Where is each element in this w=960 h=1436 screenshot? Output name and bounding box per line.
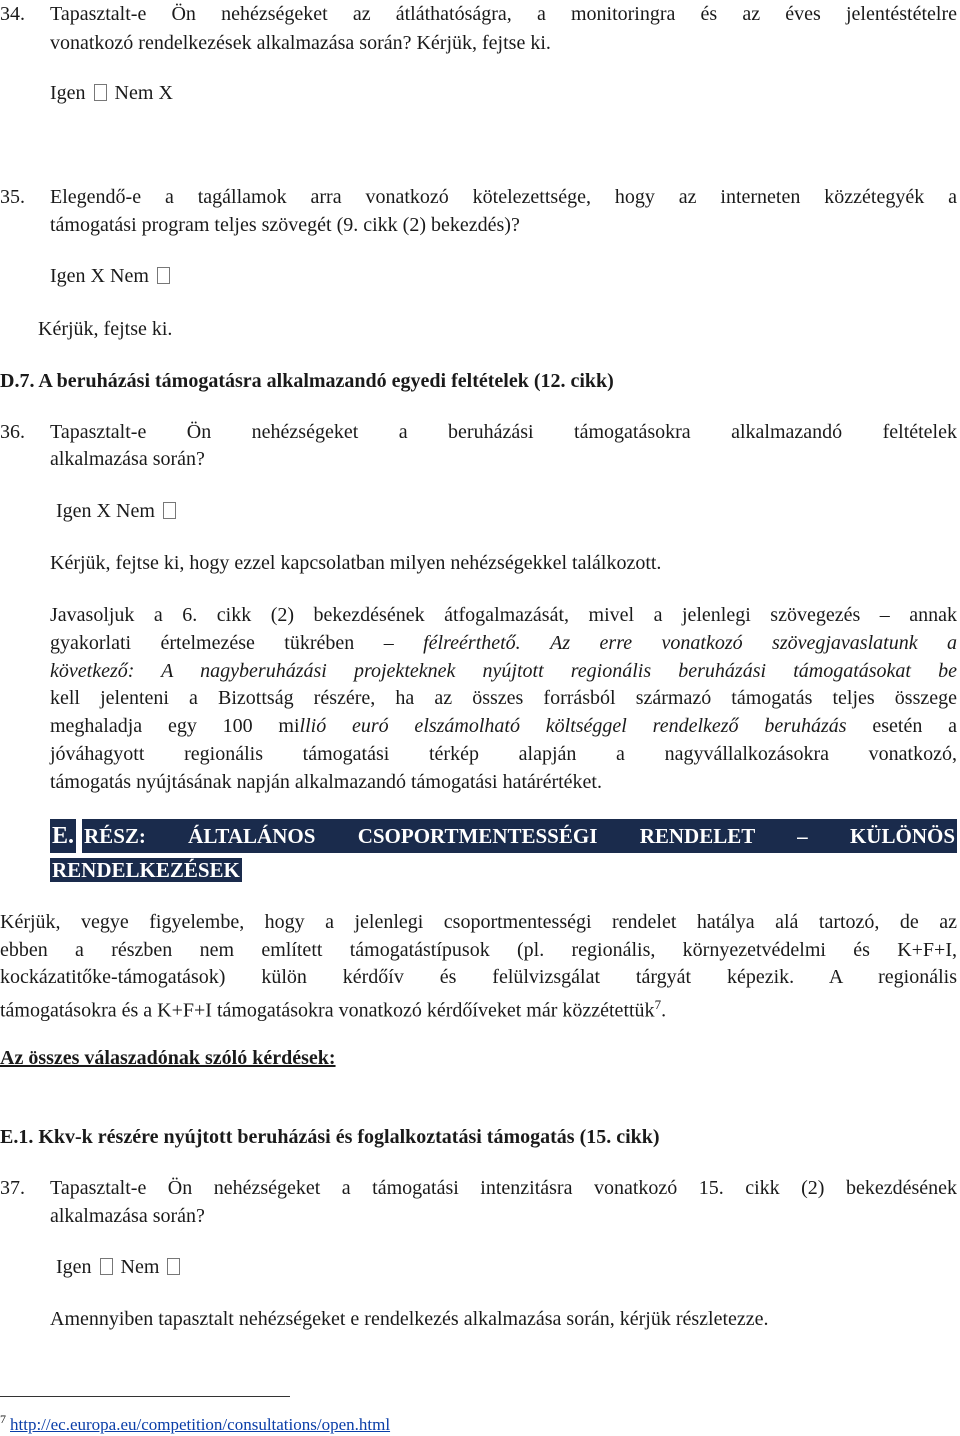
footnote xyxy=(0,1408,390,1436)
question-35-explain: Kérjük, fejtse ki. xyxy=(38,318,173,340)
question-34-answer xyxy=(50,80,173,106)
answer-line-2b: félreérthető. xyxy=(423,632,521,654)
question-37-explain: Amennyiben tapasztalt nehézségeket e rendelkezés alkalmazása során, kérjük részletezze. xyxy=(50,1308,769,1330)
footnote-number: 7 xyxy=(0,1412,6,1426)
section-d7-heading: D.7. A beruházási támogatásra alkalmazandó egyedi feltételek (12. cikk) xyxy=(0,370,614,392)
yes-mark[interactable]: X xyxy=(90,265,105,287)
section-e1-heading: E.1. Kkv-k részére nyújtott beruházási és foglalkoztatási támogatás (15. cikk) xyxy=(0,1126,660,1148)
yes-label: Igen xyxy=(50,82,86,104)
intro-line-1: Kérjük, vegye figyelembe, hogy a jelenlegi csoportmentességi rendelet hatálya alá tartozó, de az xyxy=(0,911,957,933)
no-checkbox[interactable] xyxy=(163,502,176,519)
all-respondents-heading: Az összes válaszadónak szóló kérdések: xyxy=(0,1047,336,1069)
answer-line-6: jóváhagyott regionális támogatási térkép alapján a nagyvállalkozásokra vonatkozó, xyxy=(50,743,957,765)
answer-line-2 xyxy=(50,630,957,656)
no-checkbox[interactable] xyxy=(167,1258,180,1275)
yes-checkbox[interactable] xyxy=(100,1258,113,1275)
question-35-text-line1: Elegendő-e a tagállamok arra vonatkozó kötelezettsége, hogy az interneten közzétegyék a xyxy=(50,186,957,208)
answer-line-3: következő: A nagyberuházási projekteknek nyújtott regionális beruházási támogatásokat be xyxy=(50,660,957,682)
question-36-explain: Kérjük, fejtse ki, hogy ezzel kapcsolatban milyen nehézségekkel találkozott. xyxy=(50,552,662,574)
no-mark[interactable]: X xyxy=(158,82,173,104)
yes-mark[interactable]: X xyxy=(96,500,111,522)
no-checkbox[interactable] xyxy=(157,267,170,284)
question-37-answer xyxy=(56,1254,183,1280)
intro-line-4-end: . xyxy=(661,999,667,1022)
intro-line-4-text: támogatásokra és a K+F+I támogatásokra vonatkozó kérdőíveket már közzétettük xyxy=(0,999,655,1022)
no-label: Nem xyxy=(110,265,149,287)
answer-line-5c: esetén a xyxy=(872,715,957,737)
question-34-text-line1: Tapasztalt-e Ön nehézségeket az átláthatóságra, a monitoringra és az éves jelentéstételre xyxy=(50,3,957,25)
question-number-37: 37. xyxy=(0,1177,25,1199)
answer-line-2c: Az erre vonatkozó szövegjavaslatunk a xyxy=(550,632,957,654)
question-34-text-line2: vonatkozó rendelkezések alkalmazása során? Kérjük, fejtse ki. xyxy=(50,32,551,54)
footnote-separator xyxy=(0,1396,290,1397)
intro-line-4 xyxy=(0,992,666,1024)
yes-label: Igen xyxy=(56,500,92,522)
footnote-ref[interactable]: 7 xyxy=(654,997,662,1012)
answer-line-5a: meghaladja egy 100 mi xyxy=(50,715,300,737)
no-label: Nem xyxy=(116,500,155,522)
question-37-text-line1: Tapasztalt-e Ön nehézségeket a támogatási intenzitásra vonatkozó 15. cikk (2) bekezdésének xyxy=(50,1177,957,1199)
intro-line-3: kockázatitőke-támogatások) külön kérdőív és felülvizsgálat tárgyát képezik. A regionális xyxy=(0,966,957,988)
answer-line-5b: llió euró elszámolható költséggel rendelkező beruházás xyxy=(299,715,847,737)
question-number-34: 34. xyxy=(0,3,25,25)
yes-checkbox[interactable] xyxy=(94,84,107,101)
question-36-text-line2: alkalmazása során? xyxy=(50,448,205,470)
section-e-title-line2: RENDELKEZÉSEK xyxy=(52,858,240,882)
answer-line-4: kell jelenteni a Bizottság részére, ha az összes forrásból származó támogatás teljes összege xyxy=(50,687,957,709)
yes-label: Igen xyxy=(50,265,86,287)
question-35-text-line2: támogatási program teljes szövegét (9. cikk (2) bekezdés)? xyxy=(50,214,520,236)
answer-line-1: Javasoljuk a 6. cikk (2) bekezdésének átfogalmazását, mivel a jelenlegi szövegezés – annak xyxy=(50,604,957,626)
question-number-35: 35. xyxy=(0,186,25,208)
question-number-36: 36. xyxy=(0,421,25,443)
footnote-link[interactable]: http://ec.europa.eu/competition/consultations/open.html xyxy=(10,1415,391,1434)
intro-line-2: ebben a részben nem említett támogatástípusok (pl. regionális, környezetvédelmi és K+F+I, xyxy=(0,939,957,961)
section-e-title-line1: RÉSZ: ÁLTALÁNOS CSOPORTMENTESSÉGI RENDELET – KÜLÖNÖS xyxy=(82,819,957,853)
answer-line-7: támogatás nyújtásának napján alkalmazandó támogatási határértéket. xyxy=(50,771,602,793)
question-37-text-line2: alkalmazása során? xyxy=(50,1205,205,1227)
section-e-heading xyxy=(50,819,957,887)
no-label: Nem xyxy=(120,1256,160,1278)
question-36-text-line1: Tapasztalt-e Ön nehézségeket a beruházási támogatásokra alkalmazandó feltételek xyxy=(50,421,957,443)
question-36-answer xyxy=(56,498,179,524)
answer-line-2a: gyakorlati értelmezése tükrében – xyxy=(50,632,394,654)
answer-line-5 xyxy=(50,713,957,739)
yes-label: Igen xyxy=(56,1256,92,1278)
no-label: Nem xyxy=(114,82,154,104)
section-e-prefix: E. xyxy=(50,819,76,853)
question-35-answer xyxy=(50,263,173,289)
